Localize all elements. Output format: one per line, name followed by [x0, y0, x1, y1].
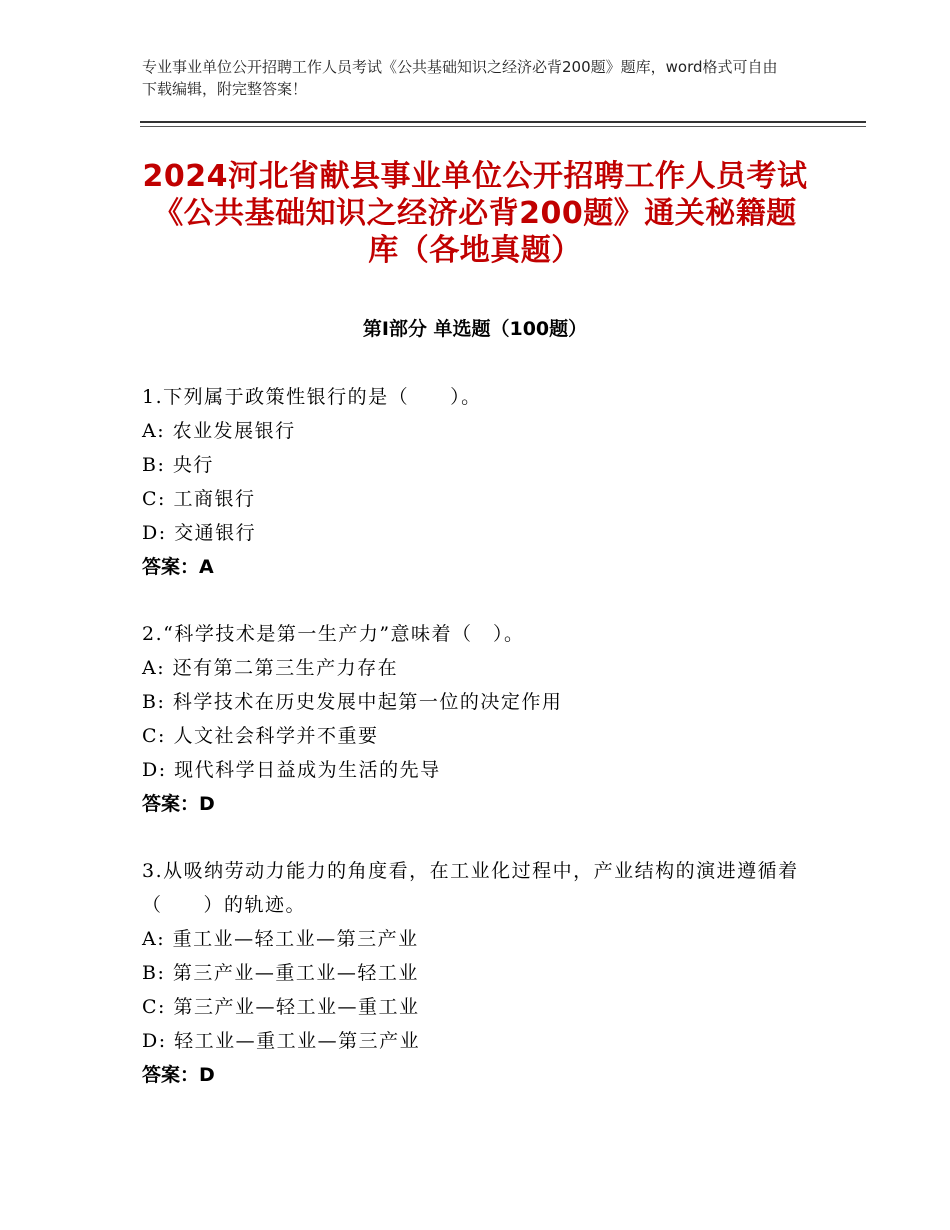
question-stem: 2.“科学技术是第一生产力”意味着（ ）。	[142, 623, 525, 645]
question-3	[142, 854, 822, 1092]
option-a: A: 农业发展银行	[142, 420, 296, 442]
option-a: A: 重工业—轻工业—第三产业	[142, 928, 419, 950]
option-a: A: 还有第二第三生产力存在	[142, 657, 399, 679]
question-stem: 1.下列属于政策性银行的是（ ）。	[142, 386, 482, 408]
option-c: C: 工商银行	[142, 488, 256, 510]
answer: 答案：D	[142, 1064, 215, 1086]
option-b: B: 央行	[142, 454, 214, 476]
question-stem: 3.从吸纳劳动力能力的角度看，在工业化过程中，产业结构的演进遵循着（ ）的轨迹。	[142, 860, 799, 916]
question-2	[142, 617, 822, 821]
question-1	[142, 380, 822, 584]
answer: 答案：D	[142, 793, 215, 815]
option-c: C: 第三产业—轻工业—重工业	[142, 996, 420, 1018]
question-list	[142, 380, 822, 1125]
header-note: 专业事业单位公开招聘工作人员考试《公共基础知识之经济必背200题》题库，word格式可自由下载编辑，附完整答案！	[142, 58, 778, 98]
header-rule-thick	[140, 121, 866, 123]
option-c: C: 人文社会科学并不重要	[142, 725, 379, 747]
section-title: 第Ⅰ部分 单选题（100题）	[362, 318, 588, 340]
header-rule-thin	[140, 126, 866, 127]
option-d: D: 现代科学日益成为生活的先导	[142, 759, 441, 781]
option-d: D: 交通银行	[142, 522, 257, 544]
answer: 答案：A	[142, 556, 214, 578]
document-title: 2024河北省献县事业单位公开招聘工作人员考试《公共基础知识之经济必背200题》通关秘籍题库（各地真题）	[142, 159, 808, 268]
option-d: D: 轻工业—重工业—第三产业	[142, 1030, 421, 1052]
option-b: B: 第三产业—重工业—轻工业	[142, 962, 419, 984]
option-b: B: 科学技术在历史发展中起第一位的决定作用	[142, 691, 563, 713]
